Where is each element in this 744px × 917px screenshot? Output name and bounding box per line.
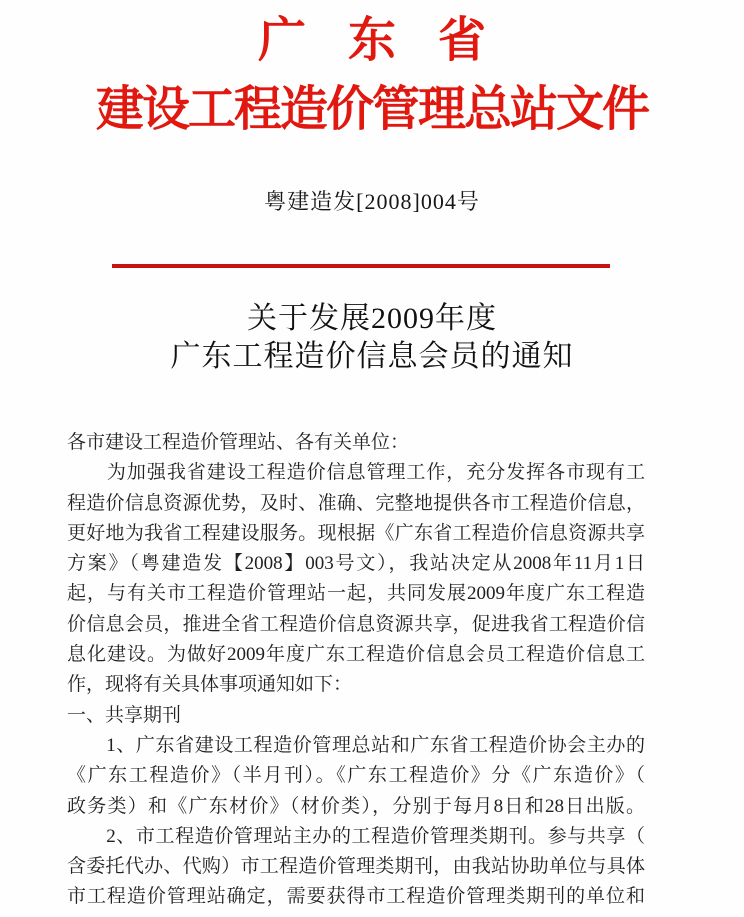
document-number: 粤建造发[2008]004号 (264, 189, 480, 214)
title-line-1: 关于发展2009年度 (247, 302, 497, 335)
red-divider-line (112, 264, 610, 268)
body-line: 2、市工程造价管理站主办的工程造价管理类期刊。参与共享（ (67, 825, 645, 847)
header-org-title: 建设工程造价管理总站文件 (95, 83, 648, 136)
body-line: 更好地为我省工程建设服务。现根据《广东省工程造价信息资源共享 (67, 522, 645, 544)
body-line: 起，与有关市工程造价管理站一起，共同发展2009年度广东工程造 (67, 583, 645, 605)
salutation-line: 各市建设工程造价管理站、各有关单位： (67, 432, 410, 453)
body-line: 市工程造价管理站确定，需要获得市工程造价管理类期刊的单位和 (67, 886, 645, 908)
body-line: 作，现将有关具体事项通知如下： (67, 674, 353, 696)
document-title (0, 300, 744, 376)
body-line: 1、广东省建设工程造价管理总站和广东省工程造价协会主办的 (67, 734, 645, 756)
body-line: 政务类）和《广东材价》（材价类），分别于每月8日和28日出版。 (67, 795, 645, 817)
title-line-2: 广东工程造价信息会员的通知 (170, 340, 574, 373)
body-line: 方案》（粤建造发【2008】003号文），我站决定从2008年11月1日 (67, 553, 645, 575)
body-line: 息化建设。为做好2009年度广东工程造价信息会员工程造价信息工 (67, 644, 645, 666)
body-line: 程造价信息资源优势，及时、准确、完整地提供各市工程造价信息， (67, 492, 645, 514)
document-body (67, 428, 645, 913)
header-region-title: 广东省 (257, 14, 528, 67)
section-heading: 一、共享期刊 (67, 704, 182, 726)
body-line: 《广东工程造价》（半月刊）。《广东工程造价》分《广东造价》（ (67, 765, 645, 787)
body-line: 含委托代办、代购）市工程造价管理类期刊，由我站协助单位与具体 (67, 856, 645, 878)
body-line: 价信息会员，推进全省工程造价信息资源共享，促进我省工程造价信 (67, 613, 645, 635)
body-line: 为加强我省建设工程造价信息管理工作，充分发挥各市现有工 (67, 462, 645, 484)
